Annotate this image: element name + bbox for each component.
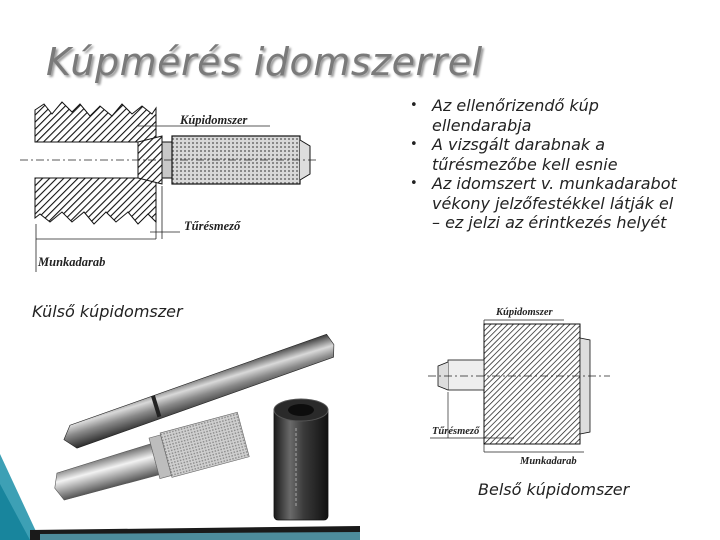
bullet-text: A vizsgált darabnak a tűrésmezőbe kell esnie <box>432 135 618 174</box>
bullet-item <box>408 174 678 233</box>
bullet-dot-icon: • <box>410 176 418 191</box>
internal-gauge-diagram <box>424 300 614 468</box>
caption-external-gauge: Külső kúpidomszer <box>32 302 183 321</box>
external-gauge-diagram <box>20 94 320 278</box>
corner-triangle-teal <box>0 454 40 540</box>
bullet-item <box>408 96 678 135</box>
label-kupidomszer: Kúpidomszer <box>180 113 248 127</box>
bullet-list <box>408 96 678 233</box>
label-munkadarab-internal: Munkadarab <box>520 456 577 467</box>
bullet-dot-icon: • <box>410 137 418 152</box>
label-turesmezo-internal: Tűrésmező <box>432 426 480 437</box>
taper-gauge-shape <box>20 136 318 184</box>
bullet-text: Az ellenőrizendő kúp ellendarabja <box>432 96 599 135</box>
label-munkadarab: Munkadarab <box>38 255 106 269</box>
caption-internal-gauge: Belső kúpidomszer <box>478 480 630 499</box>
bullet-text: Az idomszert v. munkadarabot vékony jelzőfestékkel látják el – ez jelzi az érintkezés helyét <box>432 174 677 232</box>
bullet-item <box>408 135 678 174</box>
bullet-dot-icon: • <box>410 98 418 113</box>
slide-title: Kúpmérés idomszerrel <box>46 40 483 84</box>
label-kupidomszer-internal: Kúpidomszer <box>496 307 553 318</box>
corner-decoration <box>0 454 360 540</box>
label-turesmezo: Tűrésmező <box>184 219 241 233</box>
